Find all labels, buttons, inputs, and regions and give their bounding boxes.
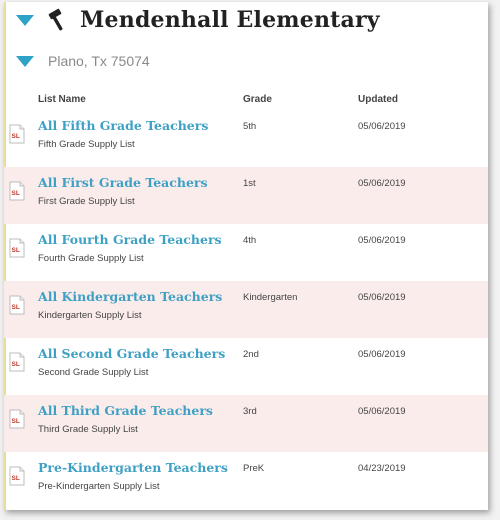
list-updated-date: 05/06/2019 xyxy=(358,121,406,132)
supply-list-file-icon xyxy=(9,238,25,258)
column-header-updated: Updated xyxy=(358,94,398,105)
supply-list-table xyxy=(4,110,488,509)
file-badge-text: SL xyxy=(11,361,20,368)
list-grade: 5th xyxy=(243,121,257,132)
supply-list-file-icon xyxy=(9,124,25,144)
collapse-school-toggle-icon[interactable] xyxy=(16,15,34,26)
table-row[interactable] xyxy=(4,281,488,338)
list-title-link[interactable]: All Fifth Grade Teachers xyxy=(38,118,209,133)
supply-list-file-icon xyxy=(9,295,25,315)
file-badge-text: SL xyxy=(11,247,20,254)
list-grade: Kindergarten xyxy=(243,292,298,303)
list-updated-date: 04/23/2019 xyxy=(358,463,406,474)
file-badge-text: SL xyxy=(11,304,20,311)
table-row[interactable] xyxy=(4,338,488,395)
list-title-link[interactable]: All Fourth Grade Teachers xyxy=(38,232,222,247)
supply-list-file-icon xyxy=(9,409,25,429)
list-grade: PreK xyxy=(243,463,265,474)
table-row[interactable] xyxy=(4,224,488,281)
supply-list-file-icon xyxy=(9,466,25,486)
list-title-link[interactable]: All Third Grade Teachers xyxy=(38,403,213,418)
list-title-link[interactable]: All First Grade Teachers xyxy=(38,175,208,190)
list-updated-date: 05/06/2019 xyxy=(358,292,406,303)
list-title-link[interactable]: All Second Grade Teachers xyxy=(38,346,226,361)
list-subtitle: Second Grade Supply List xyxy=(38,367,149,378)
table-row[interactable] xyxy=(4,452,488,509)
file-badge-text: SL xyxy=(11,418,20,425)
list-title-link[interactable]: All Kindergarten Teachers xyxy=(38,289,223,304)
list-updated-date: 05/06/2019 xyxy=(358,349,406,360)
list-subtitle: Fourth Grade Supply List xyxy=(38,253,144,264)
table-row[interactable] xyxy=(4,167,488,224)
list-updated-date: 05/06/2019 xyxy=(358,178,406,189)
school-panel xyxy=(4,2,488,510)
file-badge-text: SL xyxy=(11,133,20,140)
table-row[interactable] xyxy=(4,395,488,452)
column-header-grade: Grade xyxy=(243,94,272,105)
supply-list-file-icon xyxy=(9,352,25,372)
list-subtitle: Kindergarten Supply List xyxy=(38,310,142,321)
list-subtitle: Fifth Grade Supply List xyxy=(38,139,135,150)
file-badge-text: SL xyxy=(11,475,20,482)
list-grade: 1st xyxy=(243,178,256,189)
list-subtitle: Pre-Kindergarten Supply List xyxy=(38,481,160,492)
list-updated-date: 05/06/2019 xyxy=(358,406,406,417)
list-subtitle: Third Grade Supply List xyxy=(38,424,138,435)
supply-list-file-icon xyxy=(9,181,25,201)
hammer-icon xyxy=(46,8,70,32)
school-location: Plano, Tx 75074 xyxy=(48,53,150,69)
list-updated-date: 05/06/2019 xyxy=(358,235,406,246)
collapse-location-toggle-icon[interactable] xyxy=(16,56,34,67)
school-name: Mendenhall Elementary xyxy=(80,7,380,33)
list-grade: 2nd xyxy=(243,349,259,360)
list-grade: 4th xyxy=(243,235,257,246)
school-header xyxy=(16,6,380,34)
location-header xyxy=(16,50,150,72)
column-header-list-name: List Name xyxy=(38,94,86,105)
table-header xyxy=(4,94,488,110)
table-row[interactable] xyxy=(4,110,488,167)
list-title-link[interactable]: Pre-Kindergarten Teachers xyxy=(38,460,228,475)
list-subtitle: First Grade Supply List xyxy=(38,196,135,207)
list-grade: 3rd xyxy=(243,406,257,417)
file-badge-text: SL xyxy=(11,190,20,197)
